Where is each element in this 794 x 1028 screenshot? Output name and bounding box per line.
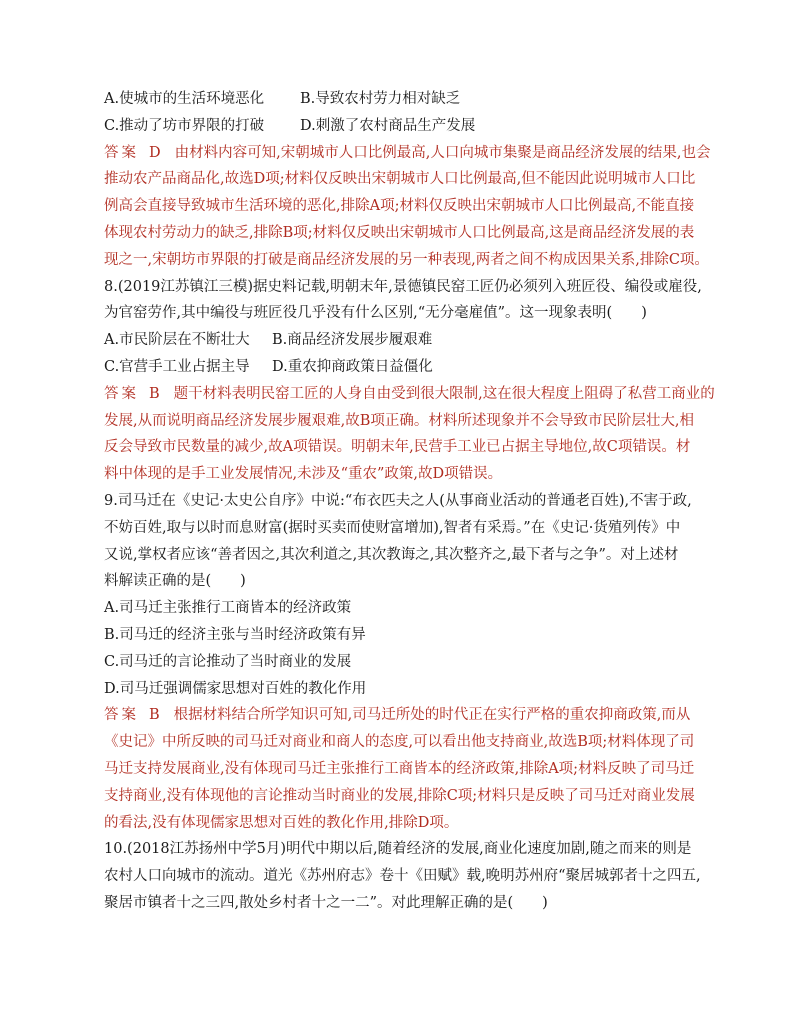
page-content [104, 86, 715, 917]
q9-stem-line: 9.司马迁在《史记·太史公自序》中说:“布衣匹夫之人(从事商业活动的普通老百姓),不害于政, [104, 492, 692, 509]
q9-option-b: B.司马迁的经济主张与当时经济政策有异 [104, 626, 366, 643]
q7-answer-key: D [149, 144, 161, 161]
q7-option-d: D.刺激了农村商品生产发展 [300, 117, 476, 134]
q8-option-a: A.市民阶层在不断壮大 [104, 332, 250, 349]
q7-options-row-2 [104, 113, 704, 140]
q7-explanation-line: 体现农村劳动力的缺乏,排除B项;材料仅反映出宋朝城市人口比例最高,这是商品经济发展的表 [104, 224, 695, 241]
q9-option-a: A.司马迁主张推行工商皆本的经济政策 [104, 600, 352, 617]
q8-option-b: B.商品经济发展步履艰难 [272, 332, 433, 349]
q7-explanation-line: 推动农产品商品化,故选D项;材料仅反映出宋朝城市人口比例最高,但不能因此说明城市人口比 [104, 171, 696, 188]
q8-answer-label: 答案 [104, 385, 139, 402]
q8-options-row-2 [104, 354, 704, 381]
q9-explanation-line: 《史记》中所反映的司马迁对商业和商人的态度,可以看出他支持商业,故选B项;材料体现了司 [104, 734, 695, 751]
q7-explanation-line: 由材料内容可知,宋朝城市人口比例最高,人口向城市集聚是商品经济发展的结果,也会 [174, 144, 711, 161]
q7-explanation-line: 例高会直接导致城市生活环境的恶化,排除A项;材料仅反映出宋朝城市人口比例最高,不能直接 [104, 198, 695, 215]
q8-answer-line [104, 381, 715, 408]
q9-stem-line: 料解读正确的是( ) [104, 573, 246, 590]
q8-stem-line: 为官窑劳作,其中编役与班匠役几乎没有什么区别,“无分毫雇值”。这一现象表明( ) [104, 305, 647, 322]
q8-options-row-1 [104, 327, 704, 354]
q7-option-b: B.导致农村劳力相对缺乏 [300, 91, 461, 107]
q10-stem-line: 10.(2018江苏扬州中学5月)明代中期以后,随着经济的发展,商业化速度加剧,随之而来的则是 [104, 841, 692, 858]
q7-options-row-1 [104, 86, 704, 113]
q7-option-c: C.推动了坊市界限的打破 [104, 117, 265, 134]
q9-explanation-line: 根据材料结合所学知识可知,司马迁所处的时代正在实行严格的重农抑商政策,而从 [173, 707, 691, 724]
q7-option-a: A.使城市的生活环境恶化 [104, 91, 265, 107]
q9-option-d: D.司马迁强调儒家思想对百姓的教化作用 [104, 680, 367, 697]
q9-answer-label: 答案 [104, 707, 139, 724]
q10-stem-line: 农村人口向城市的流动。道光《苏州府志》卷十《田赋》载,晚明苏州府“聚居城郭者十之四五, [104, 868, 701, 885]
q8-explanation-line: 题干材料表明民窑工匠的人身自由受到很大限制,这在很大程度上阻碍了私营工商业的 [173, 385, 715, 402]
q8-explanation-line: 料中体现的是手工业发展情况,未涉及“重农”政策,故D项错误。 [104, 466, 503, 483]
q7-answer-label: 答案 [104, 144, 139, 161]
q7-answer-line [104, 140, 711, 167]
q10-stem-line: 聚居市镇者十之三四,散处乡村者十之一二”。对此理解正确的是( ) [104, 894, 548, 911]
q9-answer-line [104, 702, 704, 729]
q8-stem-line: 8.(2019江苏镇江三模)据史料记载,明朝末年,景德镇民窑工匠仍必须列入班匠役、编役或雇役, [104, 278, 702, 295]
q9-stem-line: 不妨百姓,取与以时而息财富(据时买卖而使财富增加),智者有采焉。”在《史记·货殖列传》中 [104, 519, 681, 536]
q9-explanation-line: 支持商业,没有体现他的言论推动当时商业的发展,排除C项;材料只是反映了司马迁对商业发展 [104, 787, 695, 804]
q9-answer-key: B [149, 707, 160, 724]
q8-explanation-line: 发展,从而说明商品经济发展步履艰难,故B项正确。材料所述现象并不会导致市民阶层壮大,相 [104, 412, 694, 429]
q9-option-c: C.司马迁的言论推动了当时商业的发展 [104, 653, 352, 670]
q8-option-c: C.官营手工业占据主导 [104, 358, 250, 375]
q9-stem-line: 又说,掌权者应该“善者因之,其次利道之,其次教诲之,其次整齐之,最下者与之争”。对上述材 [104, 546, 679, 563]
q8-explanation-line: 反会导致市民数量的减少,故A项错误。明朝末年,民营手工业已占据主导地位,故C项错误。材 [104, 439, 691, 456]
q7-explanation-line: 现之一,宋朝坊市界限的打破是商品经济发展的另一种表现,两者之间不构成因果关系,排除C项。 [104, 251, 709, 268]
q8-answer-key: B [149, 385, 160, 402]
q9-explanation-line: 的看法,没有体现儒家思想对百姓的教化作用,排除D项。 [104, 814, 459, 831]
q8-option-d: D.重农抑商政策日益僵化 [272, 358, 433, 375]
q9-explanation-line: 马迁支持发展商业,没有体现司马迁主张推行工商皆本的经济政策,排除A项;材料反映了司马迁 [104, 760, 695, 777]
